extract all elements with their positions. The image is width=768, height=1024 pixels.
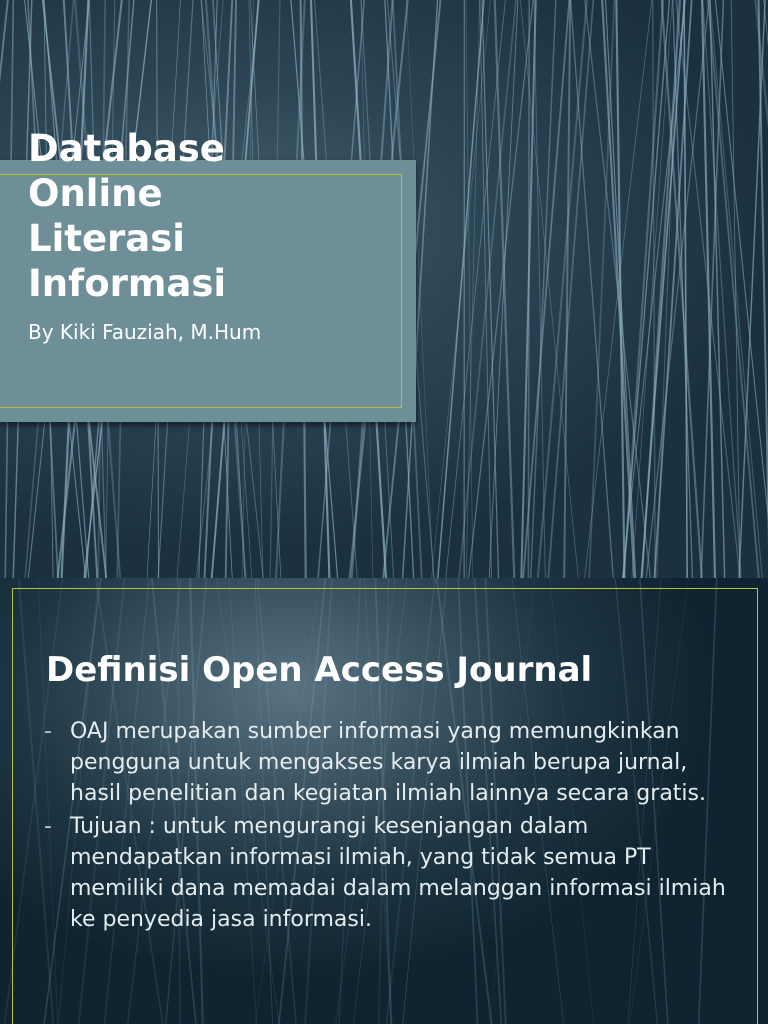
background-streak [548, 0, 595, 578]
background-streak [758, 0, 768, 578]
bullet-item [44, 811, 744, 935]
slide-title: Database Online Literasi Informasi [28, 127, 227, 305]
background-streak [494, 0, 514, 578]
slide-subtitle: By Kiki Fauziah, M.Hum [28, 320, 262, 344]
slide-heading: Definisi Open Access Journal [46, 650, 593, 690]
bullet-list [44, 716, 744, 937]
background-streak [431, 0, 492, 578]
bullet-marker: - [44, 814, 52, 839]
bullet-text: OAJ merupakan sumber informasi yang memungkinkan pengguna untuk mengakses karya ilmiah berupa jurnal, hasil penelitian dan kegiatan ilmiah lainnya secara gratis. [70, 719, 706, 806]
content-slide [0, 578, 768, 1024]
bullet-item [44, 716, 744, 809]
bullet-text: Tujuan : untuk mengurangi kesenjangan dalam mendapatkan informasi ilmiah, yang tidak semua PT memiliki dana memadai dalam melanggan informasi ilmiah ke penyedia jasa informasi. [70, 814, 726, 932]
bullet-marker: - [44, 719, 52, 744]
background-streak [589, 0, 615, 578]
